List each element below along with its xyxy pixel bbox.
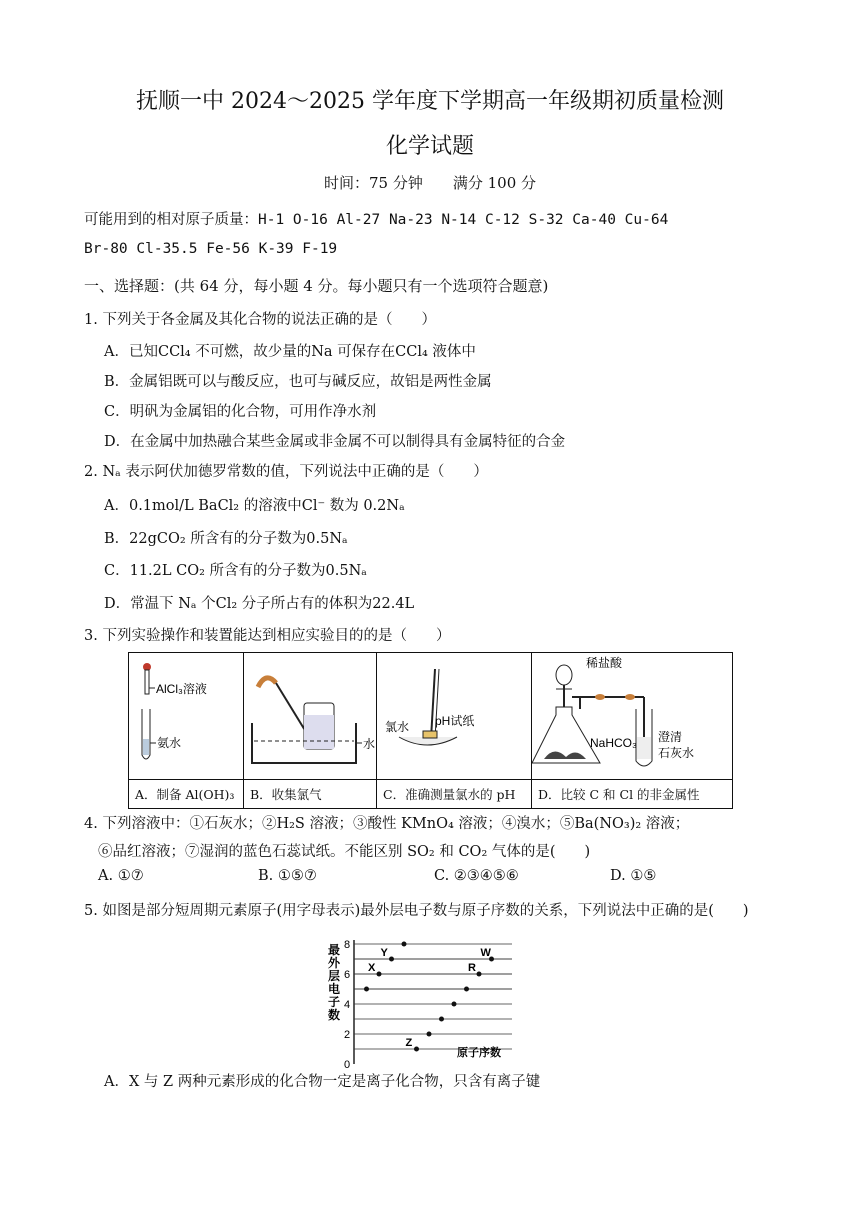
exam-title: 抚顺一中 2024～2025 学年度下学期高一年级期初质量检测 — [136, 89, 724, 114]
apparatus-c — [377, 653, 532, 780]
label-limewater-1: 澄清 — [658, 730, 683, 744]
exam-score: 满分 100 分 — [452, 174, 537, 192]
label-ph-paper: pH试纸 — [435, 714, 475, 728]
question-4-stem-2: ⑥品红溶液；⑦湿润的蓝色石蕊试纸。不能区别 SO₂ 和 CO₂ 气体的是( ) — [98, 844, 591, 860]
chart-point-label: R — [468, 962, 476, 974]
question-2-option-b: B．22gCO₂ 所含有的分子数为0.5Nₐ — [104, 531, 348, 547]
label-alcl3: AlCl₃溶液 — [156, 682, 207, 696]
electron-chart — [322, 934, 522, 1074]
atomic-masses-line-2: Br-80 Cl-35.5 Fe-56 K-39 F-19 — [84, 241, 338, 257]
chart-y-tick-label: 2 — [344, 1029, 351, 1041]
apparatus-c-drawing — [377, 653, 531, 775]
apparatus-d-drawing — [532, 653, 732, 775]
label-chlorine-water: 氯水 — [385, 720, 410, 734]
chart-y-tick-label: 0 — [344, 1059, 351, 1071]
chart-y-label: 最外层电子数 — [328, 943, 341, 1022]
chart-point — [427, 1032, 432, 1037]
question-3-stem: 3. 下列实验操作和装置能达到相应实验目的的是（ ） — [84, 628, 451, 644]
caption-b: B．收集氯气 — [244, 780, 377, 809]
label-ammonia: 氨水 — [157, 736, 182, 750]
section-heading: 一、选择题：(共 64 分，每小题 4 分。每小题只有一个选项符合题意) — [84, 277, 549, 295]
chart-points — [364, 942, 494, 1052]
question-4-option-a: A. ①⑦ — [98, 868, 144, 884]
exam-info — [0, 172, 860, 193]
label-nahco3: NaHCO₃ — [590, 736, 637, 750]
chart-point-label: Y — [380, 947, 388, 959]
question-4-stem-1: 4. 下列溶液中：①石灰水；②H₂S 溶液；③酸性 KMnO₄ 溶液；④溴水；⑤Ba(NO₃)₂ 溶液； — [84, 816, 690, 832]
chart-point-label: Z — [405, 1037, 413, 1049]
question-1-option-a: A．已知CCl₄ 不可燃，故少量的Na 可保存在CCl₄ 液体中 — [104, 344, 476, 360]
question-2-option-c: C．11.2L CO₂ 所含有的分子数为0.5Nₐ — [104, 563, 367, 579]
chart-point — [364, 987, 369, 992]
question-4-option-d: D. ①⑤ — [610, 868, 657, 884]
chart-point — [452, 1002, 457, 1007]
apparatus-b — [244, 653, 377, 780]
chart-y-ticks — [344, 939, 350, 1071]
apparatus-b-drawing — [244, 653, 376, 775]
chart-y-tick-label: 6 — [344, 969, 351, 981]
question-2-option-d: D．常温下 Nₐ 个Cl₂ 分子所占有的体积为22.4L — [104, 596, 415, 612]
question-2-option-a: A．0.1mol/L BaCl₂ 的溶液中Cl⁻ 数为 0.2Nₐ — [104, 498, 405, 514]
apparatus-a — [129, 653, 244, 780]
caption-c: C．准确测量氯水的 pH — [377, 780, 532, 809]
exam-time: 时间：75 分钟 — [323, 174, 423, 192]
apparatus-d — [532, 653, 733, 780]
chart-y-tick-label: 8 — [344, 939, 351, 951]
chart-point — [414, 1047, 419, 1052]
apparatus-table — [128, 652, 733, 809]
chart-point — [402, 942, 407, 947]
chart-point-label: X — [368, 962, 376, 974]
subject-title: 化学试题 — [385, 134, 474, 159]
caption-d: D．比较 C 和 Cl 的非金属性 — [532, 780, 733, 809]
chart-point — [439, 1017, 444, 1022]
chart-y-tick-label: 4 — [344, 999, 351, 1011]
question-1-option-d: D．在金属中加热融合某些金属或非金属不可以制得具有金属特征的合金 — [104, 434, 566, 450]
question-4-option-c: C. ②③④⑤⑥ — [434, 868, 519, 884]
caption-a: A．制备 Al(OH)₃ — [129, 780, 244, 809]
question-1-stem: 1. 下列关于各金属及其化合物的说法正确的是（ ） — [84, 312, 436, 328]
question-5-option-a: A．X 与 Z 两种元素形成的化合物一定是离子化合物，只含有离子键 — [104, 1074, 541, 1090]
question-5-stem: 5. 如图是部分短周期元素原子(用字母表示)最外层电子数与原子序数的关系，下列说法中正确的是( ) — [84, 903, 749, 919]
chart-point — [389, 957, 394, 962]
question-1-option-c: C．明矾为金属铝的化合物，可用作净水剂 — [104, 404, 377, 420]
apparatus-a-drawing — [129, 653, 243, 775]
atomic-masses-line-1: 可能用到的相对原子质量：H-1 O-16 Al-27 Na-23 N-14 C-12 S-32 Ca-40 Cu-64 — [84, 212, 669, 228]
label-limewater-2: 石灰水 — [658, 746, 695, 760]
chart-point — [377, 972, 382, 977]
chart-x-label: 原子序数 — [457, 1047, 501, 1059]
question-4-option-b: B. ①⑤⑦ — [258, 868, 317, 884]
question-1-option-b: B．金属铝既可以与酸反应，也可与碱反应，故铝是两性金属 — [104, 374, 492, 390]
chart-point — [477, 972, 482, 977]
label-dilute-hcl: 稀盐酸 — [586, 656, 623, 670]
question-2-stem: 2. Nₐ 表示阿伏加德罗常数的值，下列说法中正确的是（ ） — [84, 464, 488, 480]
chart-point — [464, 987, 469, 992]
label-water: 水 — [363, 737, 376, 751]
chart-point-label: W — [480, 947, 491, 959]
